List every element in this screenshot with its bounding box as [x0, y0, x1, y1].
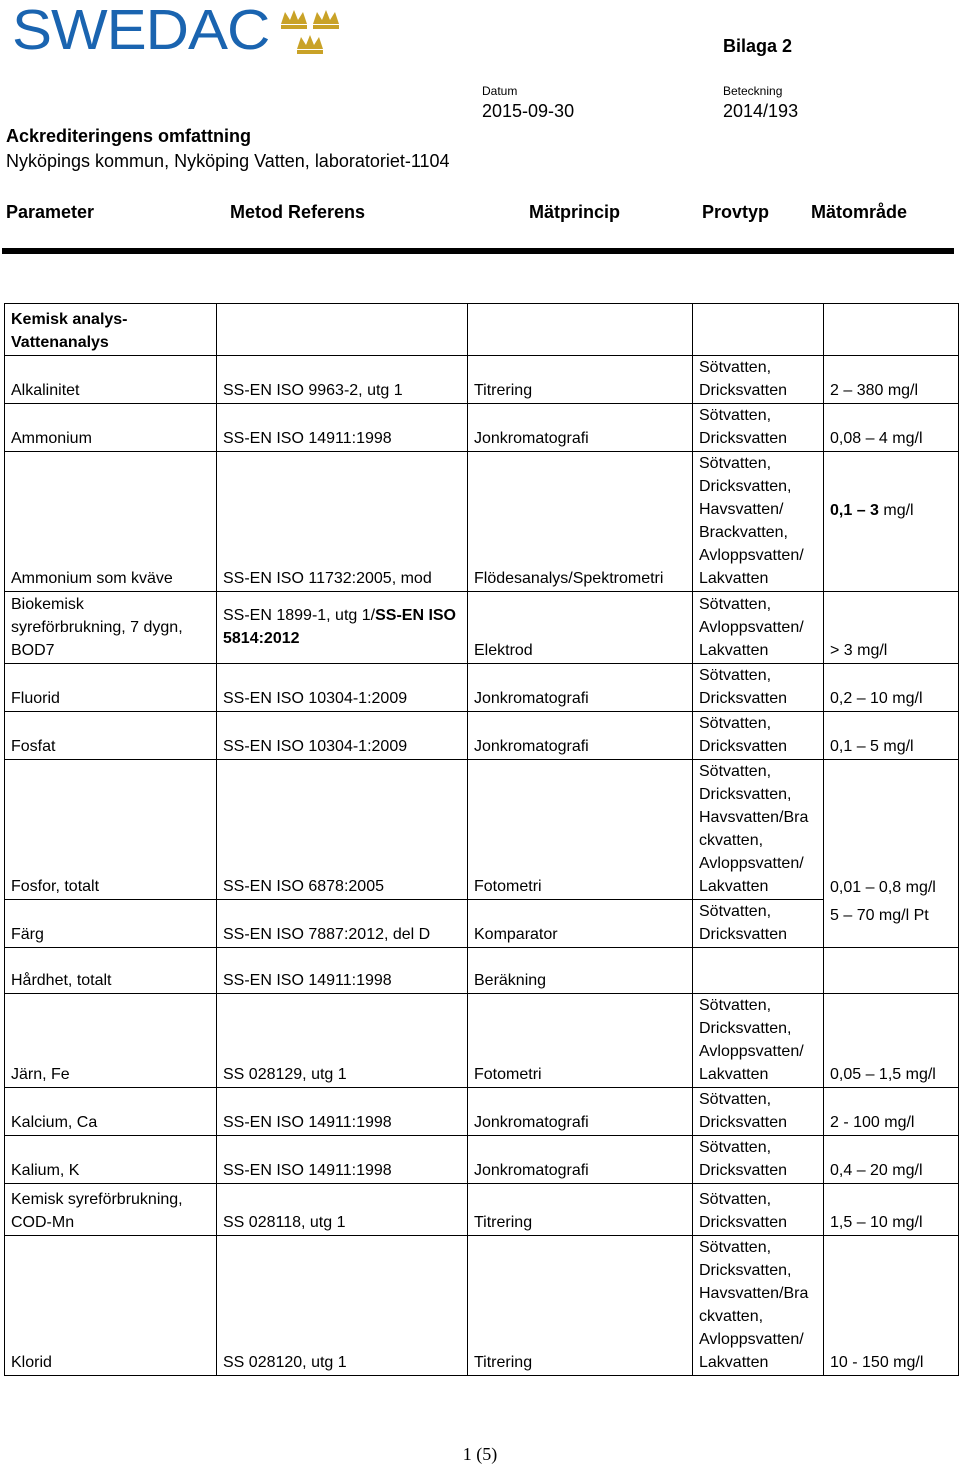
- sample-type-cell: Sötvatten, Dricksvatten, Avloppsvatten/ Lakvatten: [693, 994, 824, 1088]
- sample-type-cell: Sötvatten, Dricksvatten: [693, 900, 824, 948]
- method-cell: [217, 592, 468, 664]
- parameter-cell: Kalcium, Ca: [5, 1088, 217, 1136]
- parameter-cell: Alkalinitet: [5, 356, 217, 404]
- principle-cell: Jonkromatografi: [468, 1088, 693, 1136]
- parameter-cell: Järn, Fe: [5, 994, 217, 1088]
- principle-cell: Titrering: [468, 1184, 693, 1236]
- sample-type-cell: Sötvatten, Dricksvatten: [693, 664, 824, 712]
- sample-type-cell: Sötvatten, Avloppsvatten/ Lakvatten: [693, 592, 824, 664]
- method-cell: SS-EN ISO 11732:2005, mod: [217, 452, 468, 592]
- column-header-sample-type: Provtyp: [702, 202, 770, 222]
- principle-cell: Flödesanalys/Spektrometri: [468, 452, 693, 592]
- range-cell: 2 - 100 mg/l: [824, 1088, 959, 1136]
- sample-type-cell: Sötvatten, Dricksvatten: [693, 356, 824, 404]
- range-cell: 2 – 380 mg/l: [824, 356, 959, 404]
- method-cell: SS 028118, utg 1: [217, 1184, 468, 1236]
- page-number: 1 (5): [462, 1444, 498, 1464]
- table-row: [5, 404, 959, 452]
- method-cell: SS-EN ISO 7887:2012, del D: [217, 900, 468, 948]
- principle-cell: Elektrod: [468, 592, 693, 664]
- accreditation-table: [4, 303, 959, 1376]
- table-row: [5, 664, 959, 712]
- range-cell: [824, 452, 959, 592]
- principle-cell: Jonkromatografi: [468, 404, 693, 452]
- principle-cell: Titrering: [468, 1236, 693, 1376]
- method-part-bold: SS-EN ISO 5814:2012: [223, 607, 456, 647]
- table-row: [5, 1184, 959, 1236]
- table-row: [5, 452, 959, 592]
- reference-label: Beteckning: [723, 84, 783, 98]
- appendix-label: Bilaga 2: [723, 36, 793, 56]
- sample-type-cell: Sötvatten, Dricksvatten, Havsvatten/Bra ckvatten, Avloppsvatten/ Lakvatten: [693, 760, 824, 900]
- parameter-cell: Hårdhet, totalt: [5, 948, 217, 994]
- method-cell: SS-EN ISO 14911:1998: [217, 948, 468, 994]
- range-cell: 1,5 – 10 mg/l: [824, 1184, 959, 1236]
- header-divider: [2, 248, 954, 254]
- parameter-cell: Fosfat: [5, 712, 217, 760]
- sample-type-cell: Sötvatten, Dricksvatten: [693, 1184, 824, 1236]
- column-header-principle: Mätprincip: [529, 202, 621, 222]
- principle-cell: Fotometri: [468, 760, 693, 900]
- principle-cell: Jonkromatografi: [468, 1136, 693, 1184]
- table-row: [5, 948, 959, 994]
- method-part: SS-EN 1899-1, utg 1/: [223, 607, 376, 624]
- table-row: [5, 994, 959, 1088]
- sample-type-cell: Sötvatten, Dricksvatten: [693, 404, 824, 452]
- table-row: [5, 304, 959, 356]
- table-row: [5, 712, 959, 760]
- column-header-method: Metod Referens: [230, 202, 366, 222]
- method-cell: SS-EN ISO 14911:1998: [217, 1136, 468, 1184]
- principle-cell: Jonkromatografi: [468, 712, 693, 760]
- table-row: [5, 1136, 959, 1184]
- date-value: 2015-09-30: [482, 101, 575, 121]
- three-crowns-icon: [277, 4, 343, 61]
- scope-subtitle: Nyköpings kommun, Nyköping Vatten, laboratoriet-1104: [6, 151, 450, 171]
- parameter-cell: Fluorid: [5, 664, 217, 712]
- parameter-cell: Ammonium som kväve: [5, 452, 217, 592]
- range-cell: 0,2 – 10 mg/l: [824, 664, 959, 712]
- range-cell: 5 – 70 mg/l Pt: [824, 900, 959, 948]
- range-cell: > 3 mg/l: [824, 592, 959, 664]
- table-row: [5, 592, 959, 664]
- method-cell: SS-EN ISO 10304-1:2009: [217, 664, 468, 712]
- table-row: [5, 760, 959, 900]
- principle-cell: Fotometri: [468, 994, 693, 1088]
- range-cell: 10 - 150 mg/l: [824, 1236, 959, 1376]
- sample-type-cell: Sötvatten, Dricksvatten: [693, 712, 824, 760]
- reference-value: 2014/193: [723, 101, 799, 121]
- method-cell: SS-EN ISO 9963-2, utg 1: [217, 356, 468, 404]
- range-cell: 0,05 – 1,5 mg/l: [824, 994, 959, 1088]
- table-row: [5, 1088, 959, 1136]
- sample-type-cell: Sötvatten, Dricksvatten: [693, 1136, 824, 1184]
- range-cell: 0,1 – 5 mg/l: [824, 712, 959, 760]
- swedac-logo: [12, 2, 343, 62]
- parameter-cell: Klorid: [5, 1236, 217, 1376]
- table-row: [5, 1236, 959, 1376]
- column-header-range: Mätområde: [811, 202, 908, 222]
- sample-type-cell: Sötvatten, Dricksvatten, Havsvatten/Bra ckvatten, Avloppsvatten/ Lakvatten: [693, 1236, 824, 1376]
- parameter-cell: Ammonium: [5, 404, 217, 452]
- sample-type-cell: Sötvatten, Dricksvatten: [693, 1088, 824, 1136]
- sample-type-cell: [693, 948, 824, 994]
- sample-type-cell: Sötvatten, Dricksvatten, Havsvatten/ Brackvatten, Avloppsvatten/ Lakvatten: [693, 452, 824, 592]
- method-cell: SS-EN ISO 10304-1:2009: [217, 712, 468, 760]
- column-header-parameter: Parameter: [6, 202, 95, 222]
- table-row: [5, 356, 959, 404]
- parameter-cell: Fosfor, totalt: [5, 760, 217, 900]
- range-cell: 0,01 – 0,8 mg/l: [824, 760, 959, 900]
- principle-cell: Titrering: [468, 356, 693, 404]
- range-value: 0,1 – 3: [830, 502, 879, 519]
- scope-title: Ackrediteringens omfattning: [6, 126, 252, 146]
- range-cell: [824, 948, 959, 994]
- principle-cell: Jonkromatografi: [468, 664, 693, 712]
- method-cell: SS-EN ISO 6878:2005: [217, 760, 468, 900]
- section-title: Kemisk analys- Vattenanalys: [5, 304, 217, 356]
- principle-cell: Beräkning: [468, 948, 693, 994]
- logo-text: SWEDAC: [12, 0, 270, 62]
- method-cell: SS-EN ISO 14911:1998: [217, 404, 468, 452]
- method-cell: SS 028129, utg 1: [217, 994, 468, 1088]
- parameter-cell: Färg: [5, 900, 217, 948]
- range-unit: mg/l: [878, 502, 914, 519]
- principle-cell: Komparator: [468, 900, 693, 948]
- method-cell: SS-EN ISO 14911:1998: [217, 1088, 468, 1136]
- table-row: [5, 900, 959, 948]
- method-cell: SS 028120, utg 1: [217, 1236, 468, 1376]
- parameter-cell: Kemisk syreförbrukning, COD-Mn: [5, 1184, 217, 1236]
- range-cell: 0,08 – 4 mg/l: [824, 404, 959, 452]
- parameter-cell: Kalium, K: [5, 1136, 217, 1184]
- date-label: Datum: [482, 84, 518, 98]
- range-cell: 0,4 – 20 mg/l: [824, 1136, 959, 1184]
- parameter-cell: Biokemisk syreförbrukning, 7 dygn, BOD7: [5, 592, 217, 664]
